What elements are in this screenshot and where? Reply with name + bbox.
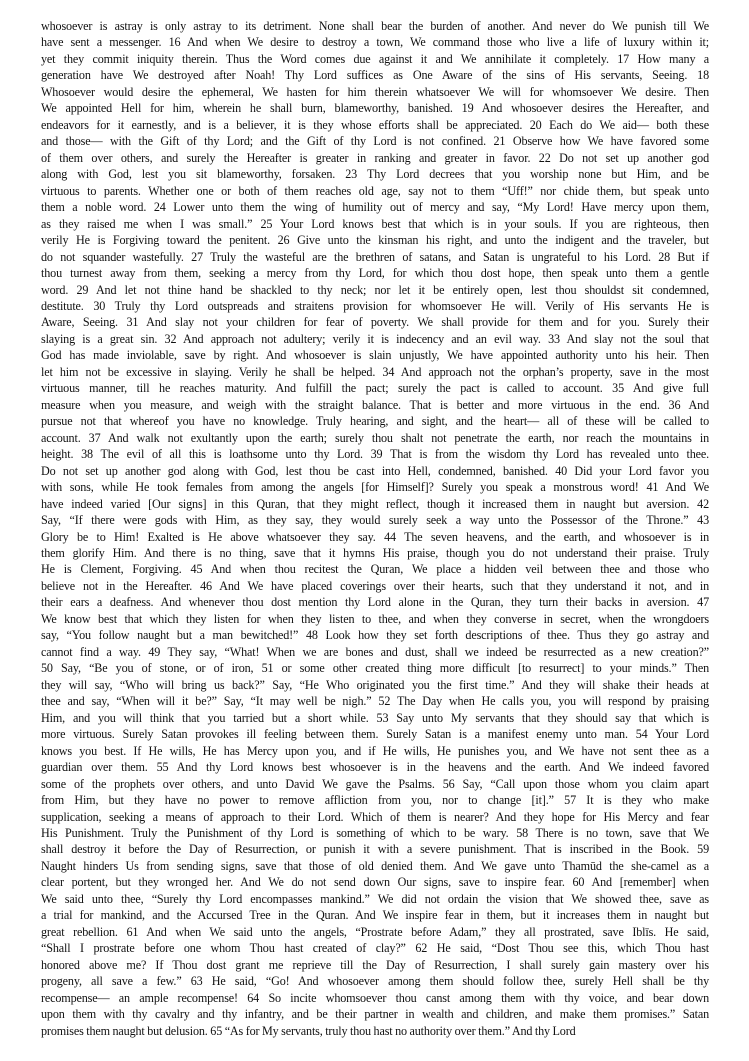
- text-line: Aware, Seeing. 31 And slay not your children for fear of poverty. We shall provide for them and for you. Surely their: [41, 315, 709, 330]
- text-line: thou turnest away from them, seeking a mercy from thy Lord, for which thou dost hope, then speak unto them a gentle: [41, 266, 709, 281]
- text-line: word. 29 And let not thine hand be shackled to thy neck; nor let it be entirely open, lest thou shouldst sit condemned,: [41, 282, 709, 297]
- text-line: shall destroy it before the Day of Resurrection, or punish it with a severe punishment. That is inscribed in the Book. 59: [41, 842, 709, 857]
- text-line: recompense— an ample recompense! 64 So incite whomsoever thou canst among them with thy voice, and bear down: [41, 990, 709, 1005]
- text-line: His Punishment. Truly the Punishment of thy Lord is something of which to be wary. 58 There is no town, save that We: [41, 825, 709, 840]
- text-line: guardian over them. 55 And thy Lord knows best whosoever is in the heavens and the earth. And We indeed favored: [41, 760, 709, 775]
- text-line: destitute. 30 Truly thy Lord outspreads and straitens provision for whomsoever He will. Verily of His servants He is: [41, 298, 709, 313]
- text-line: a trial for mankind, and the Accursed Tree in the Quran. And We inspire fear in them, but it increases them in naught but: [41, 908, 709, 923]
- text-line: Glory be to Him! Exalted is He above whatsoever they say. 44 The seven heavens, and the earth, and whosoever is in: [41, 529, 709, 544]
- text-line: We said unto thee, “Surely thy Lord encompasses mankind.” We did not ordain the vision that We showed thee, save as: [41, 891, 709, 906]
- text-line: do not squander wastefully. 27 Truly the wasteful are the brethren of satans, and Satan is ungrateful to his Lord. 28 But if: [41, 249, 709, 264]
- text-line: height. 38 The evil of all this is loathsome unto thy Lord. 39 That is from the wisdom thy Lord has revealed unto thee.: [41, 447, 709, 462]
- text-line: promises them naught but delusion. 65 “As for My servants, truly thou hast no authority over them.” And thy Lord: [41, 1023, 576, 1038]
- text-line: say, “You follow naught but a man bewitched!” 48 Look how they set forth descriptions of thee. Thus they go astray and: [41, 628, 709, 643]
- text-line: He is Clement, Forgiving. 45 And when thou recitest the Quran, We place a hidden veil between thee and those who: [41, 562, 709, 577]
- text-line: believe not in the Hereafter. 46 And We have placed coverings over their hearts, such that they understand it not, and in: [41, 578, 709, 593]
- text-line: Whosoever would desire the ephemeral, We hasten for him therein whatsoever We will for whomsoever We desire. Then: [41, 84, 709, 99]
- text-line: honored above me? If Thou dost grant me reprieve till the Day of Resurrection, I shall surely gain mastery over his: [41, 957, 709, 972]
- text-line: have indeed varied [Our signs] in this Quran, that they might reflect, though it increased them in naught but aversion. 42: [41, 496, 709, 511]
- text-line: generation have We destroyed after Noah! Thy Lord suffices as One Aware of the sins of His servants, Seeing. 18: [41, 68, 709, 83]
- text-line: knows you best. If He wills, He has Mercy upon you, and if He wills, He punishes you, and We have not sent thee as a: [41, 743, 709, 758]
- text-line: and those— with the Gift of thy Lord; and the Gift of thy Lord is not confined. 21 Observe how We have favored some: [41, 134, 709, 149]
- text-line: some of the prophets over others, and unto David We gave the Psalms. 56 Say, “Call upon those whom you claim apart: [41, 776, 709, 791]
- text-line: along with God, lest you sit blameworthy, forsaken. 23 Thy Lord decrees that you worship none but Him, and be: [41, 167, 709, 182]
- text-line: pursue not that whereof you have no knowledge. Truly hearing, and sight, and the heart— all of these will be called to: [41, 414, 709, 429]
- text-line: have sent a messenger. 16 And when We desire to destroy a town, We command those who live a life of luxury within it;: [41, 35, 709, 50]
- text-line: let him not be excessive in slaying. Verily he shall be helped. 34 And approach not the orphan’s property, save in the most: [41, 364, 709, 379]
- text-line: they will say, “Who will bring us back?” Say, “He Who originated you the first time.” And they will shake their heads at: [41, 677, 709, 692]
- text-line: supplication, seeking a means of approach to their Lord. Which of them is nearer? And they hope for His Mercy and fear: [41, 809, 709, 824]
- text-line: virtuous manner, till he reaches maturity. And fulfill the pact; surely the pact is called to account. 35 And give full: [41, 381, 709, 396]
- text-line: with sons, while He took females from among the angels [for Himself]? Surely you speak a monstrous word! 41 And We: [41, 480, 709, 495]
- text-line: slaying is a great sin. 32 And approach not adultery; verily it is indecency and an evil way. 33 And slay not the soul that: [41, 331, 709, 346]
- text-line: account. 37 And walk not exultantly upon the earth; surely thou shalt not penetrate the earth, nor reach the mountains in: [41, 430, 709, 445]
- text-line: We know best that which they listen for when they listen to thee, and when they converse in secret, when the wrongdoers: [41, 611, 709, 626]
- text-line: of them over others, and surely the Hereafter is greater in ranking and greater in favor. 22 Do not set up another god: [41, 150, 709, 165]
- text-line: Do not set up another god along with God, lest thou be cast into Hell, condemned, banished. 40 Did your Lord favor you: [41, 463, 709, 478]
- text-line: progeny, all save a few.” 63 He said, “Go! And whosoever among them should follow thee, surely Hell shall be thy: [41, 974, 709, 989]
- text-line: Naught hinders Us from sending signs, save that those of old denied them. And We gave unto Thamūd the she-camel as a: [41, 858, 709, 873]
- text-line: upon them with thy cavalry and thy infantry, and be their partner in wealth and children, and make them promises.” Satan: [41, 1007, 709, 1022]
- text-line: verily He is Forgiving toward the penitent. 26 Give unto the kinsman his right, and unto the indigent and the traveler, but: [41, 233, 709, 248]
- text-line: 50 Say, “Be you of stone, or of iron, 51 or some other created thing more difficult [to resurrect] to your minds.” Then: [41, 661, 709, 676]
- text-line: yet they commit iniquity therein. Thus the Word comes due against it and We annihilate it completely. 17 How many a: [41, 51, 709, 66]
- text-line: “Shall I prostrate before one whom Thou hast created of clay?” 62 He said, “Dost Thou see this, which Thou hast: [41, 941, 709, 956]
- text-line: great rebellion. 61 And when We said unto the angels, “Prostrate before Adam,” they all prostrated, save Iblīs. He said,: [41, 924, 709, 939]
- text-line: God has made inviolable, save by right. And whosoever is slain unjustly, We have appointed authority unto his heir. Then: [41, 348, 709, 363]
- text-line: endeavors for it earnestly, and is a believer, it is they whose efforts shall be appreciated. 20 Each do We aid— both these: [41, 117, 709, 132]
- text-line: Him, and you will think that you tarried but a short while. 53 Say unto My servants that they should say that which is: [41, 710, 709, 725]
- text-line: We appointed Hell for him, wherein he shall burn, blameworthy, banished. 19 And whosoever desires the Hereafter, and: [41, 101, 709, 116]
- text-line: whosoever is astray is only astray to its detriment. None shall bear the burden of another. And never do We punish till We: [41, 19, 709, 33]
- text-line: thee and say, “When will it be?” Say, “It may well be nigh.” 52 The Day when He calls you, you will respond by praising: [41, 694, 709, 709]
- text-line: them glorify Him. And there is no thing, save that it hymns His praise, though you do not understand their praise. Truly: [41, 546, 709, 560]
- text-line: virtuous to parents. Whether one or both of them reaches old age, say not to them “Uff!” nor chide them, but speak unto: [41, 183, 709, 198]
- body-text: [41, 18, 709, 1039]
- text-line: as they raised me when I was small.” 25 Your Lord knows best that which is in your souls. If you are righteous, then: [41, 216, 709, 231]
- text-line: them a noble word. 24 Lower unto them the wing of humility out of mercy and say, “My Lord! Have mercy upon them,: [41, 200, 709, 215]
- text-line: clear portent, but they wronged her. And We do not send down Our signs, save to inspire fear. 60 And [remember] when: [41, 875, 709, 890]
- text-line: measure when you measure, and weigh with the straight balance. That is better and more virtuous in the end. 36 And: [41, 397, 709, 412]
- text-line: their ears a deafness. And whenever thou dost mention thy Lord alone in the Quran, they turn their backs in aversion. 47: [41, 595, 709, 610]
- text-line: cannot find a way. 49 They say, “What! When we are bones and dust, shall we indeed be resurrected as a new creation?”: [41, 644, 709, 659]
- text-line: more virtuous. Surely Satan provokes ill feeling between them. Surely Satan is a manifest enemy unto man. 54 Your Lord: [41, 727, 709, 742]
- text-line: from Him, but they have no power to remove affliction from you, nor to change [it].” 57 It is they who make: [41, 793, 709, 808]
- text-line: Say, “If there were gods with Him, as they say, they would surely seek a way unto the Possessor of the Throne.” 43: [41, 513, 709, 528]
